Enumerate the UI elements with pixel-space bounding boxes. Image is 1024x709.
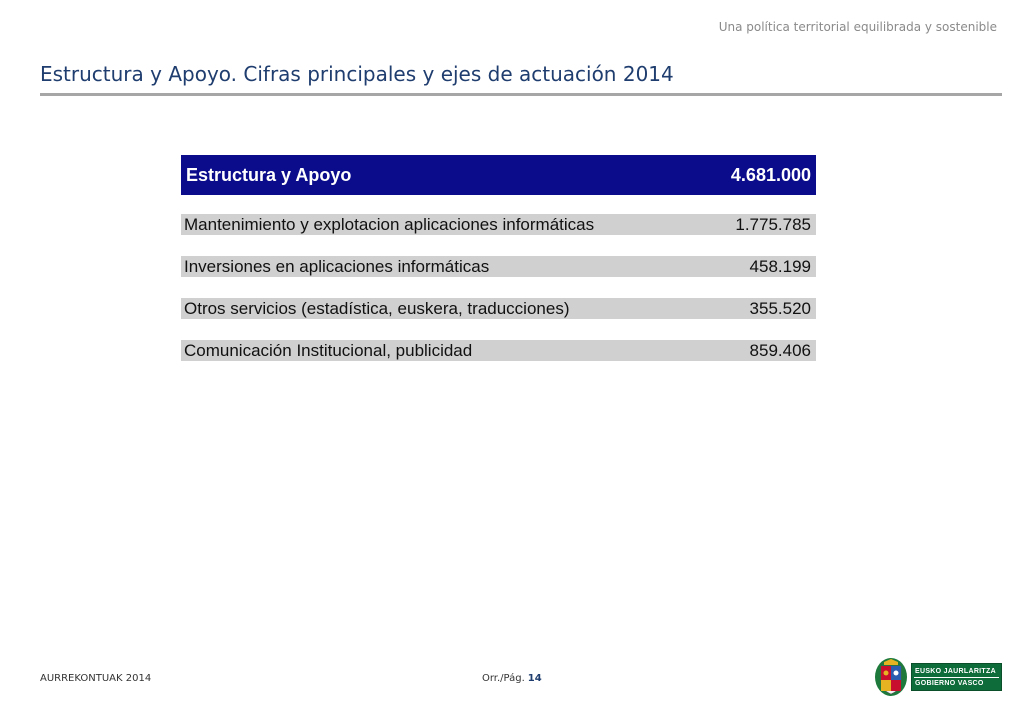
row-value: 355.520: [749, 298, 811, 318]
table-row: [181, 214, 816, 235]
row-label: Inversiones en aplicaciones informáticas: [184, 256, 490, 276]
table-row: [181, 340, 816, 361]
footer-page-indicator: [482, 673, 542, 684]
row-value: 1.775.785: [735, 214, 811, 234]
table-total-row: [181, 155, 816, 195]
gobierno-vasco-logo: [874, 657, 1002, 697]
logo-line-1: EUSKO JAURLARITZA: [915, 667, 996, 675]
page-title: Estructura y Apoyo. Cifras principales y ejes de actuación 2014: [40, 62, 674, 86]
total-value: 4.681.000: [730, 164, 811, 185]
table-row: [181, 298, 816, 319]
row-label: Otros servicios (estadística, euskera, traducciones): [184, 298, 570, 318]
logo-plate: [911, 663, 1002, 691]
coat-of-arms-icon: [874, 657, 908, 697]
total-label: Estructura y Apoyo: [186, 164, 352, 185]
page-label: Orr./Pág.: [482, 673, 525, 684]
page-tagline: Una política territorial equilibrada y sostenible: [718, 20, 997, 34]
table-row: [181, 256, 816, 277]
budget-table: [181, 155, 816, 361]
logo-separator: [914, 677, 999, 678]
row-value: 859.406: [749, 340, 811, 360]
logo-line-2: GOBIERNO VASCO: [915, 679, 984, 687]
row-label: Mantenimiento y explotacion aplicaciones informáticas: [184, 214, 595, 234]
row-value: 458.199: [749, 256, 811, 276]
page-number: 14: [527, 673, 542, 684]
row-label: Comunicación Institucional, publicidad: [184, 340, 473, 360]
footer-budget-label: AURREKONTUAK 2014: [40, 673, 152, 684]
title-divider: [40, 93, 1002, 96]
